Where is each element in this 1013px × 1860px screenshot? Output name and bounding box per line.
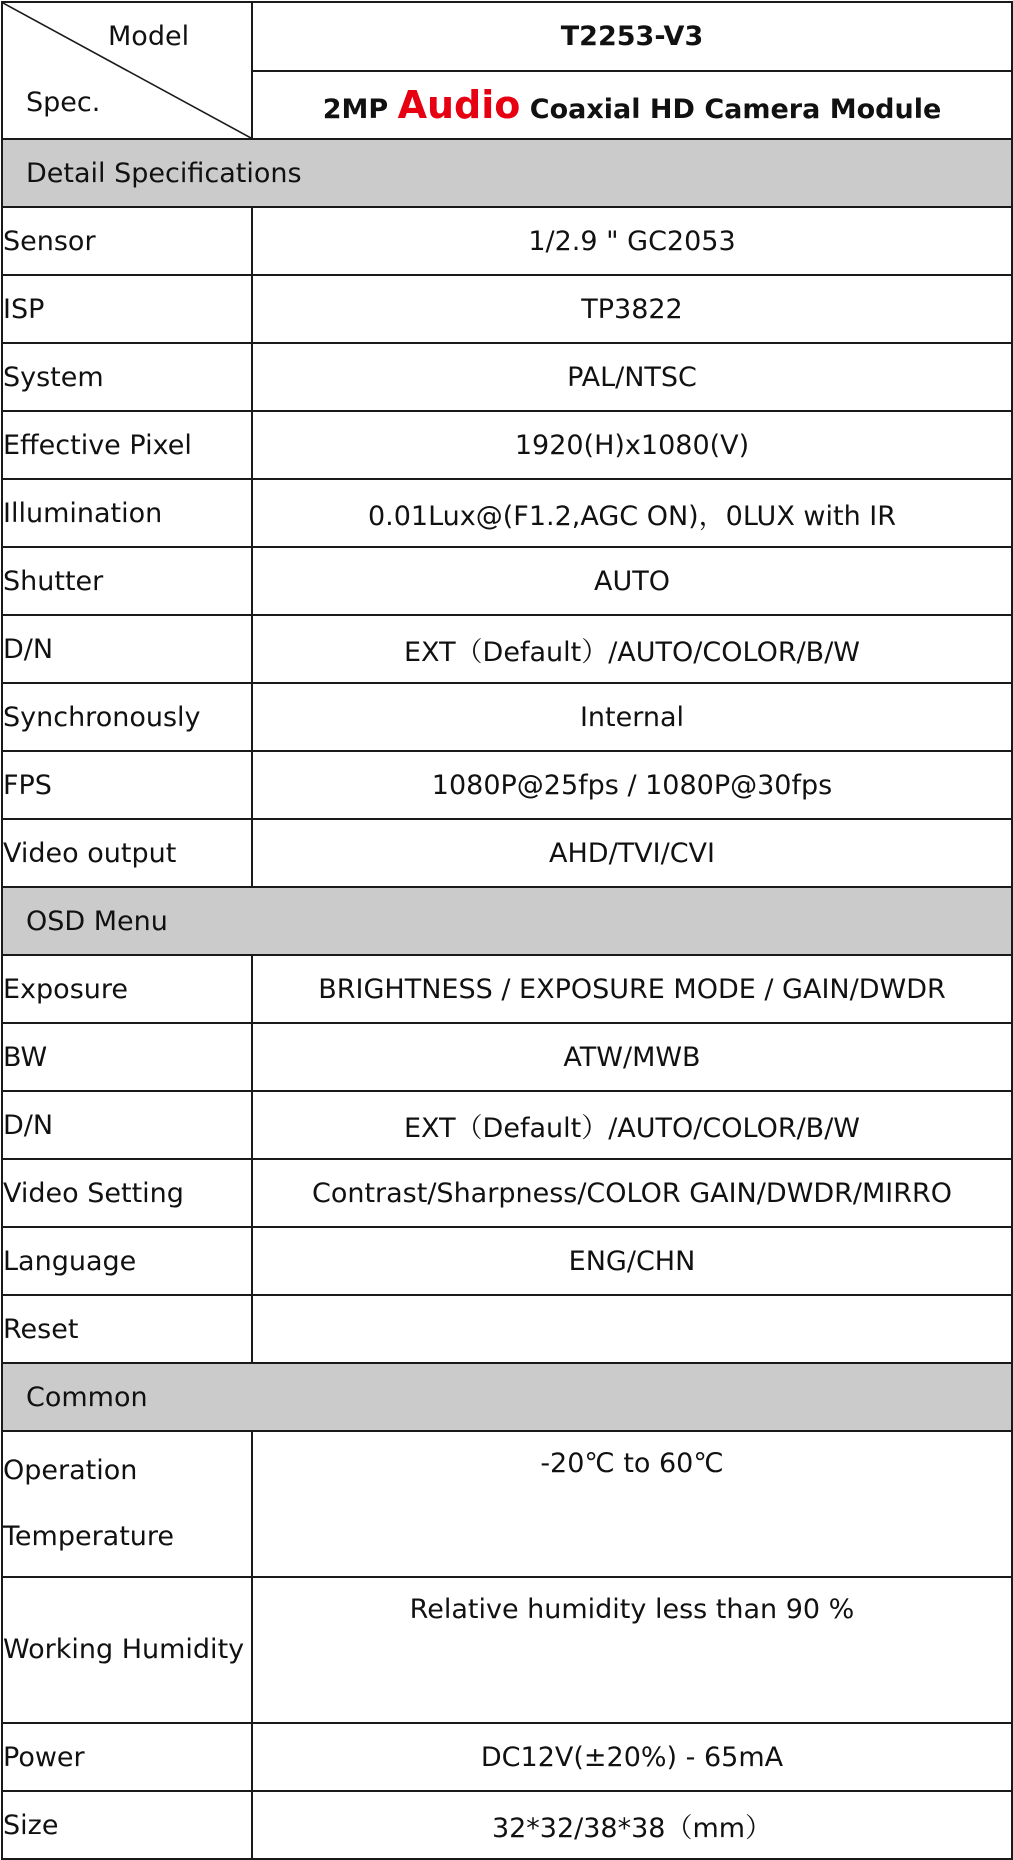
- row-value: PAL/NTSC: [252, 343, 1012, 411]
- row-label: ISP: [2, 275, 252, 343]
- row-value: -20℃ to 60℃: [252, 1431, 1012, 1577]
- row-value: TP3822: [252, 275, 1012, 343]
- table-row: [2, 751, 1012, 819]
- row-label: Operation Temperature: [2, 1431, 252, 1577]
- table-row: [2, 683, 1012, 751]
- table-row: [2, 615, 1012, 683]
- row-label: System: [2, 343, 252, 411]
- table-row: [2, 1295, 1012, 1363]
- subtitle-prefix: 2MP: [322, 93, 398, 125]
- row-label: Working Humidity: [2, 1577, 252, 1723]
- row-value: 1/2.9 " GC2053: [252, 207, 1012, 275]
- row-label: D/N: [2, 1091, 252, 1159]
- row-value: EXT（Default）/AUTO/COLOR/B/W: [252, 1091, 1012, 1159]
- row-value: Internal: [252, 683, 1012, 751]
- table-row: [2, 479, 1012, 547]
- row-value: 1920(H)x1080(V): [252, 411, 1012, 479]
- row-value: ATW/MWB: [252, 1023, 1012, 1091]
- table-row: [2, 1091, 1012, 1159]
- table-row: [2, 1227, 1012, 1295]
- row-label: Shutter: [2, 547, 252, 615]
- subtitle-suffix: Coaxial HD Camera Module: [520, 93, 942, 125]
- row-label: Effective Pixel: [2, 411, 252, 479]
- row-value: Relative humidity less than 90 %: [252, 1577, 1012, 1723]
- subtitle-accent: Audio: [397, 82, 521, 127]
- row-label: Reset: [2, 1295, 252, 1363]
- row-label: Sensor: [2, 207, 252, 275]
- table-row: [2, 275, 1012, 343]
- row-value: BRIGHTNESS / EXPOSURE MODE / GAIN/DWDR: [252, 955, 1012, 1023]
- row-value: 1080P@25fps / 1080P@30fps: [252, 751, 1012, 819]
- table-row: [2, 1723, 1012, 1791]
- row-value: EXT（Default）/AUTO/COLOR/B/W: [252, 615, 1012, 683]
- table-row: [2, 819, 1012, 887]
- product-subtitle: [252, 71, 1012, 140]
- section-common: Common: [2, 1363, 1012, 1431]
- model-name: T2253-V3: [252, 2, 1012, 71]
- table-row: [2, 207, 1012, 275]
- row-label: Power: [2, 1723, 252, 1791]
- row-value: AHD/TVI/CVI: [252, 819, 1012, 887]
- table-row: [2, 1791, 1012, 1859]
- row-value: [252, 1295, 1012, 1363]
- row-label: Illumination: [2, 479, 252, 547]
- table-row: [2, 1159, 1012, 1227]
- corner-spec-label: Spec.: [26, 87, 101, 118]
- row-value: 32*32/38*38（mm）: [252, 1791, 1012, 1859]
- table-row: [2, 955, 1012, 1023]
- table-row: [2, 1431, 1012, 1577]
- table-row: [2, 411, 1012, 479]
- row-label: Video output: [2, 819, 252, 887]
- row-label: Synchronously: [2, 683, 252, 751]
- row-label: Language: [2, 1227, 252, 1295]
- row-label: BW: [2, 1023, 252, 1091]
- row-label: Size: [2, 1791, 252, 1859]
- row-value: DC12V(±20%) - 65mA: [252, 1723, 1012, 1791]
- section-detail-specifications: Detail Specifications: [2, 139, 1012, 207]
- table-row: [2, 343, 1012, 411]
- row-label: FPS: [2, 751, 252, 819]
- row-label: Video Setting: [2, 1159, 252, 1227]
- table-row: [2, 547, 1012, 615]
- row-value: AUTO: [252, 547, 1012, 615]
- row-label: Exposure: [2, 955, 252, 1023]
- row-label: D/N: [2, 615, 252, 683]
- header-corner-cell: [2, 2, 252, 139]
- row-value: ENG/CHN: [252, 1227, 1012, 1295]
- corner-model-label: Model: [108, 21, 190, 52]
- row-value: 0.01Lux@(F1.2,AGC ON)，0LUX with IR: [252, 479, 1012, 547]
- section-osd-menu: OSD Menu: [2, 887, 1012, 955]
- table-row: [2, 1577, 1012, 1723]
- table-row: [2, 1023, 1012, 1091]
- spec-table: [1, 1, 1013, 1860]
- row-value: Contrast/Sharpness/COLOR GAIN/DWDR/MIRRO: [252, 1159, 1012, 1227]
